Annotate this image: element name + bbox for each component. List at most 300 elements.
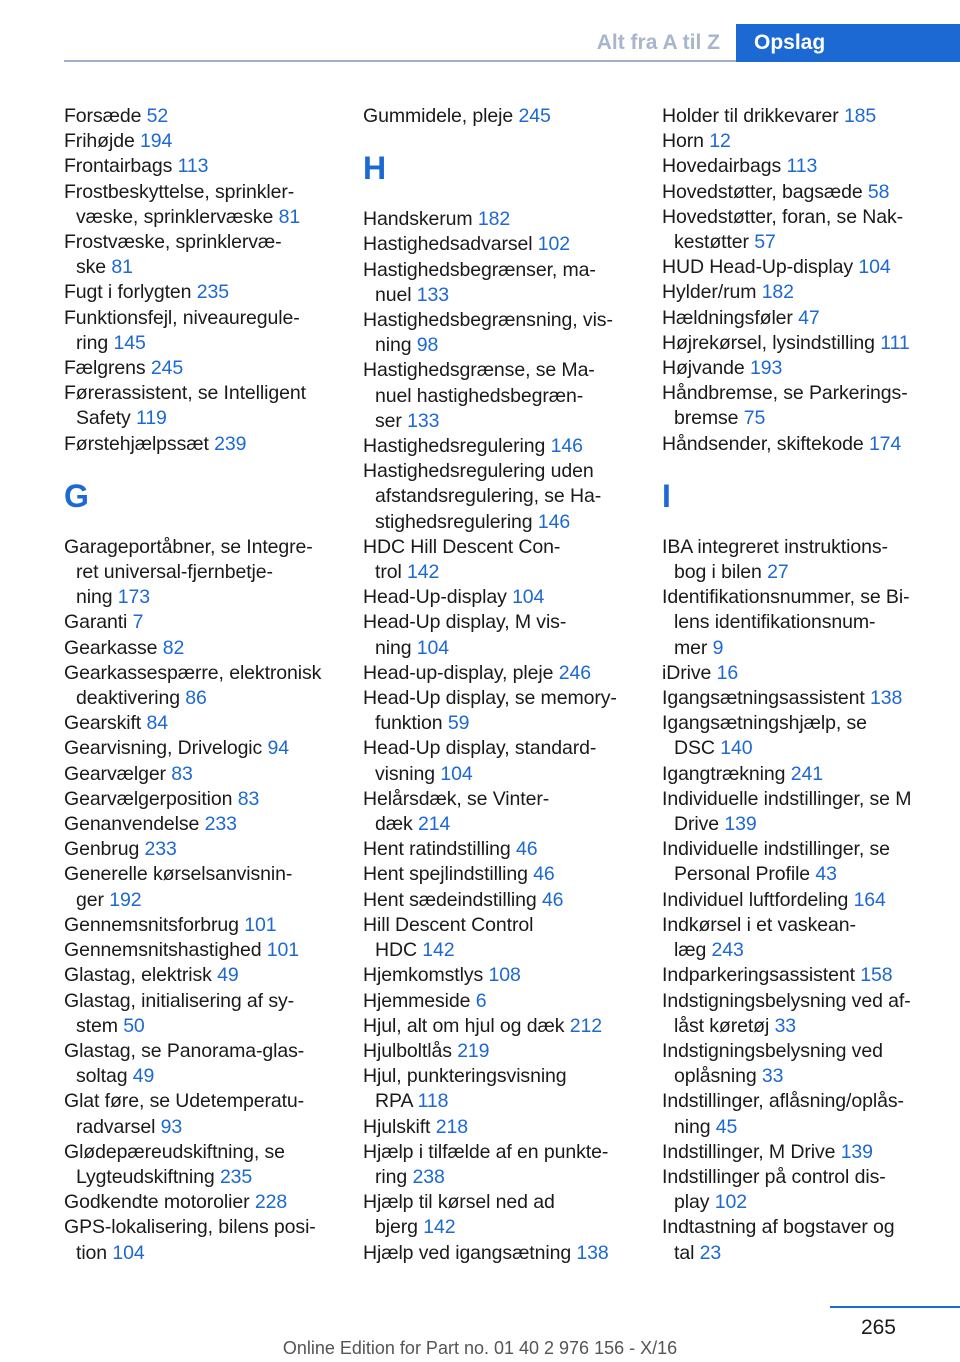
entry-term: Hastighedsregulering uden (363, 460, 594, 483)
index-entry (64, 711, 349, 736)
page-reference-link[interactable]: 101 (266, 939, 300, 962)
entry-term: Gearkassespærre, elektronisk (64, 661, 322, 684)
page-reference-link[interactable]: 238 (412, 1165, 445, 1188)
index-entry (363, 1140, 648, 1190)
index-entry (363, 459, 648, 535)
entry-term: Hent ratindstilling (363, 838, 511, 861)
index-entry (363, 989, 648, 1014)
entry-term: Lygteudskiftning (76, 1165, 215, 1188)
index-entry (64, 306, 349, 356)
index-entry (363, 888, 648, 913)
page-reference-link[interactable]: 102 (714, 1191, 747, 1214)
page-reference-link[interactable]: 57 (754, 231, 776, 254)
entry-term: Gearvælgerposition (64, 787, 233, 810)
index-entry (662, 129, 947, 154)
index-entry (363, 1190, 648, 1240)
entry-term: Frostvæske, sprinklervæ- (64, 231, 282, 254)
index-entry (662, 1140, 947, 1165)
entry-term: Hastighedsbegrænsning, vis- (363, 309, 613, 332)
index-entry (662, 104, 947, 129)
entry-term: ske (76, 256, 107, 279)
page-reference-link[interactable]: 86 (185, 687, 207, 710)
entry-term: Håndbremse, se Parkerings- (662, 382, 908, 405)
entry-term: Indstigningsbelysning ved (662, 1039, 883, 1062)
index-entry (64, 661, 349, 711)
page-reference-link[interactable]: 182 (761, 281, 794, 304)
index-entry (662, 356, 947, 381)
page-reference-link[interactable]: 246 (558, 661, 591, 684)
page-reference-link[interactable]: 218 (435, 1115, 468, 1138)
entry-term: Hastighedsbegrænser, ma- (363, 258, 596, 281)
page-reference-link[interactable]: 9 (712, 636, 724, 659)
page-reference-link[interactable]: 12 (709, 130, 731, 153)
entry-term: radvarsel (76, 1115, 156, 1138)
entry-term: Indstillinger på control dis- (662, 1165, 886, 1188)
entry-term: iDrive (662, 661, 712, 684)
entry-term: Glødepæreudskiftning, se (64, 1140, 285, 1163)
entry-term: Gennemsnitshastighed (64, 939, 262, 962)
entry-term: ser (375, 409, 402, 432)
page-reference-link[interactable]: 104 (512, 586, 545, 609)
index-column-1 (64, 104, 349, 1266)
entry-term: Gearvisning, Drivelogic (64, 737, 263, 760)
index-entry (64, 812, 349, 837)
index-entry (64, 610, 349, 635)
index-entry (363, 308, 648, 358)
index-entry (662, 306, 947, 331)
page-reference-link[interactable]: 6 (475, 989, 487, 1012)
entry-term: Individuelle indstillinger, se (662, 838, 890, 861)
entry-term: Garanti (64, 611, 128, 634)
entry-term: Godkendte motorolier (64, 1191, 250, 1214)
index-entry (64, 432, 349, 457)
entry-term: Hovedairbags (662, 155, 782, 178)
index-entry (363, 434, 648, 459)
index-entry (662, 963, 947, 988)
entry-term: mer (674, 636, 708, 659)
page-reference-link[interactable]: 81 (278, 205, 301, 228)
entry-term: dæk (375, 813, 413, 836)
page-reference-link[interactable]: 101 (244, 913, 277, 936)
index-entry (363, 1039, 648, 1064)
index-entry (64, 1215, 349, 1265)
entry-term: Genbrug (64, 838, 140, 861)
page-reference-link[interactable]: 52 (146, 105, 169, 127)
page-reference-link[interactable]: 58 (867, 180, 890, 203)
page-reference-link[interactable]: 83 (237, 787, 260, 810)
entry-term: Head-up-display, pleje (363, 661, 554, 684)
page-reference-link[interactable]: 233 (204, 813, 237, 836)
index-entry (662, 711, 947, 761)
page-reference-link[interactable]: 119 (136, 407, 167, 430)
page-reference-link[interactable]: 46 (516, 838, 538, 861)
page-reference-link[interactable]: 84 (146, 712, 168, 735)
entry-term: Højrekørsel, lysindstilling (662, 331, 875, 354)
index-entry (64, 104, 349, 129)
page-reference-link[interactable]: 192 (109, 888, 142, 911)
entry-term: Personal Profile (674, 863, 811, 886)
index-column-2 (363, 104, 648, 1266)
entry-term: Gummidele, pleje (363, 105, 514, 127)
entry-term: soltag (76, 1065, 128, 1088)
entry-term: kestøtter (674, 231, 749, 254)
entry-term: Head-Up-display (363, 586, 507, 609)
entry-term: ret universal-fjernbetje- (76, 561, 273, 584)
entry-term: Glastag, elektrisk (64, 964, 212, 987)
entry-term: Holder til drikkevarer (662, 105, 839, 127)
index-entry (64, 787, 349, 812)
index-entry (363, 736, 648, 786)
entry-term: Gennemsnitsforbrug (64, 913, 239, 936)
index-entry (363, 862, 648, 887)
entry-term: Hent sædeindstilling (363, 888, 537, 911)
page-reference-link[interactable]: 243 (711, 939, 744, 962)
index-entry (662, 381, 947, 431)
page-reference-link[interactable]: 49 (217, 964, 239, 987)
entry-term: HUD Head-Up-display (662, 256, 853, 279)
entry-term: Hastighedsadvarsel (363, 233, 533, 256)
index-entry (64, 762, 349, 787)
entry-term: Hastighedsgrænse, se Ma- (363, 359, 595, 382)
entry-term: Gearkasse (64, 636, 158, 659)
index-entry (662, 205, 947, 255)
entry-term: play (674, 1191, 710, 1214)
index-entry (64, 230, 349, 280)
page-reference-link[interactable]: 47 (798, 306, 820, 329)
page-reference-link[interactable]: 16 (716, 661, 739, 684)
entry-term: nuel (375, 283, 412, 306)
entry-term: Hjul, alt om hjul og dæk (363, 1014, 565, 1037)
page-reference-link[interactable]: 138 (870, 687, 903, 710)
page-reference-link[interactable]: 108 (488, 964, 521, 987)
index-entry (363, 661, 648, 686)
index-entry (64, 989, 349, 1039)
entry-term: Head-Up display, M vis- (363, 611, 567, 634)
entry-term: ning (76, 586, 113, 609)
page-reference-link[interactable]: 233 (144, 838, 177, 861)
page-reference-link[interactable]: 193 (749, 357, 783, 380)
index-entry (662, 432, 947, 457)
entry-term: Indtastning af bogstaver og (662, 1216, 895, 1239)
page-reference-link[interactable]: 185 (843, 105, 877, 127)
entry-term: Fugt i forlygten (64, 281, 192, 304)
page-reference-link[interactable]: 142 (423, 1216, 456, 1239)
entry-term: lens identifikationsnum- (674, 611, 876, 634)
index-entry (363, 913, 648, 963)
entry-term: oplåsning (674, 1065, 757, 1088)
page-reference-link[interactable]: 104 (112, 1241, 145, 1264)
entry-term: Hjulboltlås (363, 1039, 452, 1062)
index-entry (662, 787, 947, 837)
page-reference-link[interactable]: 239 (214, 432, 247, 455)
entry-term: Indparkeringsassistent (662, 964, 855, 987)
page-reference-link[interactable]: 158 (860, 964, 893, 987)
entry-term: ning (375, 636, 412, 659)
entry-term: Indkørsel i et vaskean- (662, 913, 856, 936)
page-reference-link[interactable]: 113 (177, 155, 209, 178)
entry-term: Individuel luftfordeling (662, 888, 849, 911)
index-entry (662, 255, 947, 280)
page-reference-link[interactable]: 104 (440, 762, 473, 785)
index-entry (363, 1064, 648, 1114)
index-entry (64, 154, 349, 179)
page-reference-link[interactable]: 49 (132, 1065, 155, 1088)
page-reference-link[interactable]: 50 (123, 1014, 145, 1037)
page-reference-link[interactable]: 82 (162, 636, 185, 659)
index-entry (662, 535, 947, 585)
page-reference-link[interactable]: 45 (715, 1115, 738, 1138)
index-entry (662, 585, 947, 661)
index-entry (64, 1039, 349, 1089)
page-reference-link[interactable]: 235 (196, 281, 229, 304)
entry-term: Fælgrens (64, 357, 146, 380)
page-reference-link[interactable]: 235 (219, 1165, 253, 1188)
entry-term: tal (674, 1241, 695, 1264)
entry-term: RPA (375, 1090, 413, 1113)
page-reference-link[interactable]: 104 (416, 636, 450, 659)
footer-rule (830, 1306, 960, 1308)
entry-term: Forsæde (64, 105, 142, 127)
entry-term: ning (674, 1115, 711, 1138)
page-reference-link[interactable]: 94 (267, 737, 290, 760)
entry-term: tion (76, 1241, 108, 1264)
entry-term: Førstehjælpssæt (64, 432, 209, 455)
page-reference-link[interactable]: 7 (132, 611, 144, 634)
index-entry (662, 180, 947, 205)
page-reference-link[interactable]: 43 (815, 863, 837, 886)
index-entry (363, 1115, 648, 1140)
index-entry (363, 963, 648, 988)
page-reference-link[interactable]: 241 (790, 762, 823, 785)
entry-term: Head-Up display, se memory- (363, 687, 617, 710)
page-reference-link[interactable]: 23 (699, 1241, 722, 1264)
entry-term: Frostbeskyttelse, sprinkler- (64, 180, 295, 203)
page-reference-link[interactable]: 194 (140, 130, 173, 153)
entry-term: Hældningsføler (662, 306, 793, 329)
entry-term: Højvande (662, 357, 745, 380)
index-entry (662, 888, 947, 913)
entry-term: Indstillinger, aflåsning/oplås- (662, 1090, 904, 1113)
index-letter-heading: I (662, 477, 671, 514)
index-entry (363, 610, 648, 660)
page-reference-link[interactable]: 118 (417, 1090, 449, 1113)
index-entry (662, 686, 947, 711)
entry-term: Hylder/rum (662, 281, 757, 304)
index-entry (662, 1215, 947, 1265)
index-letter-heading: G (64, 477, 89, 514)
index-column-3 (662, 104, 947, 1266)
page-reference-link[interactable]: 98 (416, 334, 439, 357)
index-entry (64, 913, 349, 938)
page-reference-link[interactable]: 140 (720, 737, 753, 760)
entry-term: Indstillinger, M Drive (662, 1140, 836, 1163)
header-tab: Opslag (736, 24, 960, 62)
entry-term: stem (76, 1014, 118, 1037)
page-reference-link[interactable]: 228 (254, 1191, 288, 1214)
entry-term: Identifikationsnummer, se Bi- (662, 586, 910, 609)
index-entry (662, 1039, 947, 1089)
page-number: 265 (860, 1316, 896, 1339)
page-reference-link[interactable]: 182 (477, 208, 511, 231)
index-entry (363, 787, 648, 837)
page-reference-link[interactable]: 104 (858, 256, 891, 279)
index-entry (662, 280, 947, 305)
entry-term: GPS-lokalisering, bilens posi- (64, 1216, 316, 1239)
page-reference-link[interactable]: 81 (111, 256, 133, 279)
index-entry (64, 1089, 349, 1139)
index-entry (662, 762, 947, 787)
page-reference-link[interactable]: 59 (447, 712, 470, 735)
index-entry (662, 661, 947, 686)
entry-term: HDC Hill Descent Con- (363, 535, 561, 558)
header-section-title: Alt fra A til Z (596, 31, 720, 54)
page-reference-link[interactable]: 145 (113, 331, 146, 354)
entry-term: nuel hastighedsbegræn- (375, 384, 584, 407)
entry-term: Gearvælger (64, 762, 166, 785)
entry-term: funktion (375, 712, 443, 735)
entry-term: Drive (674, 813, 720, 836)
index-entry (64, 356, 349, 381)
entry-term: Frontairbags (64, 155, 173, 178)
page-reference-link[interactable]: 245 (150, 357, 184, 380)
index-entry (64, 280, 349, 305)
page-reference-link[interactable]: 33 (761, 1065, 784, 1088)
entry-term: Helårsdæk, se Vinter- (363, 787, 550, 810)
page-reference-link[interactable]: 139 (724, 813, 757, 836)
index-entry (64, 180, 349, 230)
page-reference-link[interactable]: 146 (537, 510, 571, 533)
page-reference-link[interactable]: 164 (853, 888, 886, 911)
index-entry (64, 862, 349, 912)
page-reference-link[interactable]: 111 (880, 331, 910, 354)
entry-term: ring (375, 1165, 408, 1188)
page-reference-link[interactable]: 173 (117, 586, 151, 609)
index-entry (662, 1165, 947, 1215)
page-reference-link[interactable]: 83 (171, 762, 193, 785)
entry-term: visning (375, 762, 435, 785)
entry-term: Glat føre, se Udetemperatu- (64, 1090, 305, 1113)
entry-term: Hastighedsregulering (363, 435, 546, 458)
index-entry (64, 381, 349, 431)
entry-term: Generelle kørselsanvisnin- (64, 863, 293, 886)
page-reference-link[interactable]: 46 (533, 863, 555, 886)
entry-term: bjerg (375, 1216, 418, 1239)
page-reference-link[interactable]: 33 (774, 1014, 797, 1037)
page-reference-link[interactable]: 133 (416, 283, 450, 306)
entry-term: ger (76, 888, 104, 911)
page-reference-link[interactable]: 142 (407, 561, 440, 584)
index-entry (64, 636, 349, 661)
index-entry (64, 129, 349, 154)
page-reference-link[interactable]: 133 (407, 409, 440, 432)
index-entry (363, 686, 648, 736)
page-reference-link[interactable]: 138 (576, 1241, 609, 1264)
page-reference-link[interactable]: 146 (550, 435, 583, 458)
entry-term: IBA integreret instruktions- (662, 535, 888, 558)
index-entry (363, 207, 648, 232)
entry-term: Hjælp ved igangsætning (363, 1241, 572, 1264)
page-reference-link[interactable]: 93 (160, 1115, 183, 1138)
index-entry (64, 1140, 349, 1190)
index-entry (64, 1190, 349, 1215)
page-reference-link[interactable]: 27 (767, 561, 789, 584)
index-entry (662, 1089, 947, 1139)
index-entry (363, 104, 648, 129)
index-entry (363, 535, 648, 585)
entry-term: afstandsregulering, se Ha- (375, 485, 602, 508)
index-entry (64, 963, 349, 988)
entry-term: Igangsætningsassistent (662, 687, 865, 710)
entry-term: Horn (662, 130, 704, 153)
entry-term: Hjul, punkteringsvisning (363, 1065, 567, 1088)
index-entry (662, 913, 947, 963)
entry-term: Safety (76, 407, 131, 430)
entry-term: Frihøjde (64, 130, 135, 153)
entry-term: HDC (375, 939, 417, 962)
page-reference-link[interactable]: 142 (422, 939, 455, 962)
entry-term: Indstigningsbelysning ved af- (662, 989, 911, 1012)
entry-term: Igangtrækning (662, 762, 786, 785)
entry-term: Hill Descent Control (363, 913, 534, 936)
entry-term: Glastag, se Panorama-glas- (64, 1039, 305, 1062)
index-entry (662, 331, 947, 356)
page-reference-link[interactable]: 139 (840, 1140, 873, 1163)
page-reference-link[interactable]: 212 (569, 1014, 602, 1037)
entry-term: Hjælp til kørsel ned ad (363, 1191, 555, 1214)
index-entry (363, 358, 648, 434)
index-entry (363, 585, 648, 610)
entry-term: deaktivering (76, 687, 180, 710)
page-reference-link[interactable]: 102 (537, 233, 571, 256)
page-reference-link[interactable]: 245 (518, 105, 551, 127)
entry-term: stighedsregulering (375, 510, 533, 533)
entry-term: Genanvendelse (64, 813, 200, 836)
page-reference-link[interactable]: 219 (457, 1039, 490, 1062)
entry-term: Garageportåbner, se Integre- (64, 535, 313, 558)
index-entry (662, 989, 947, 1039)
entry-term: Hent spejlindstilling (363, 863, 528, 886)
entry-term: DSC (674, 737, 715, 760)
entry-term: låst køretøj (674, 1014, 770, 1037)
index-letter-heading: H (363, 150, 387, 187)
page-reference-link[interactable]: 46 (541, 888, 564, 911)
entry-term: Gearskift (64, 712, 142, 735)
index-entry (363, 1241, 648, 1266)
entry-term: Glastag, initialisering af sy- (64, 989, 295, 1012)
page-reference-link[interactable]: 75 (743, 407, 766, 430)
index-entry (64, 938, 349, 963)
entry-term: Hjælp i tilfælde af en punkte- (363, 1140, 609, 1163)
index-entry (363, 258, 648, 308)
index-entry (363, 1014, 648, 1039)
entry-term: Individuelle indstillinger, se M (662, 787, 912, 810)
entry-term: Hovedstøtter, foran, se Nak- (662, 205, 904, 228)
index-entry (64, 837, 349, 862)
entry-term: bremse (674, 407, 739, 430)
entry-term: Hjemmeside (363, 989, 471, 1012)
entry-term: Igangsætningshjælp, se (662, 712, 867, 735)
page-reference-link[interactable]: 214 (417, 813, 451, 836)
entry-term: læg (674, 939, 707, 962)
index-entry (662, 154, 947, 179)
entry-term: Håndsender, skiftekode (662, 432, 864, 455)
footer-edition: Online Edition for Part no. 01 40 2 976 156 - X/16 (282, 1338, 678, 1358)
page-reference-link[interactable]: 174 (868, 432, 902, 455)
entry-term: væske, sprinklervæske (76, 205, 274, 228)
index-entry (662, 837, 947, 887)
entry-term: Hjemkomstlys (363, 964, 484, 987)
page-reference-link[interactable]: 113 (786, 155, 818, 178)
